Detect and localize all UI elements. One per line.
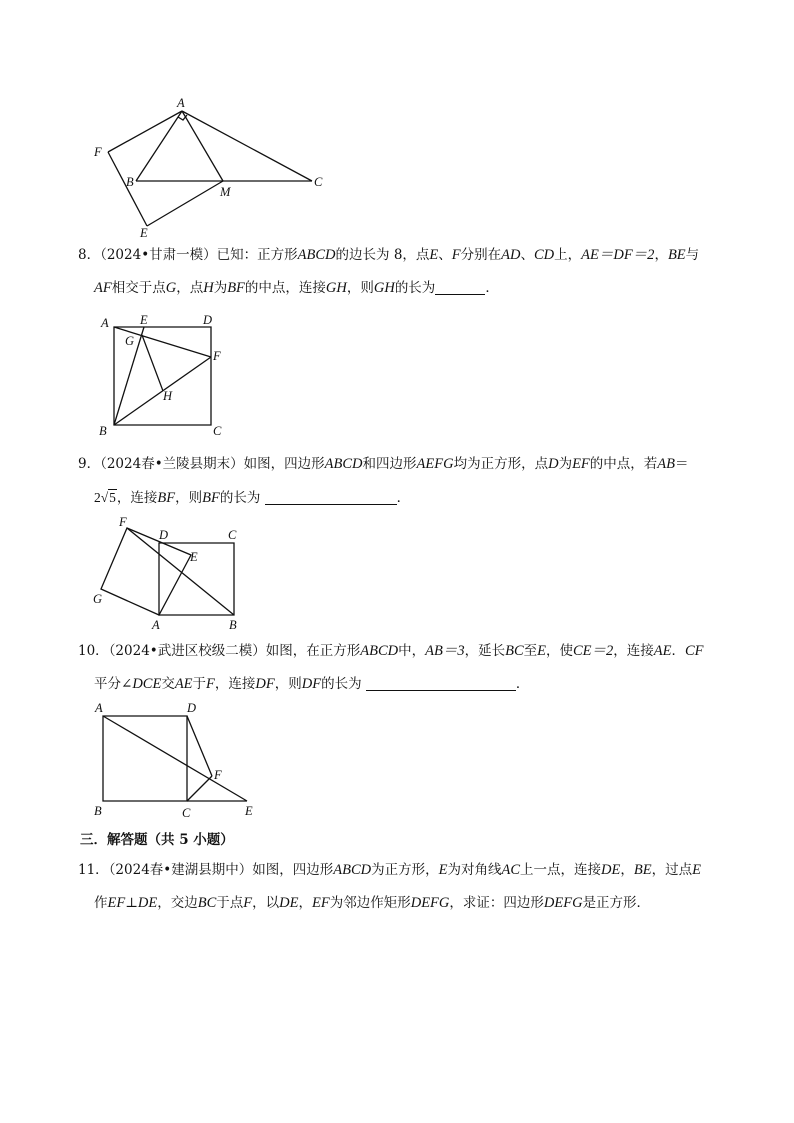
q9-var: BF	[157, 490, 176, 506]
q8-text: 、	[520, 247, 534, 263]
q9-var: AB	[657, 456, 675, 472]
q10-var: AE	[653, 643, 672, 659]
label-B: B	[99, 424, 107, 438]
label-A: A	[95, 701, 103, 715]
q8-var: F	[451, 247, 461, 263]
figure-q7	[90, 92, 340, 232]
q11-var: E	[438, 862, 448, 878]
label-C: C	[213, 424, 222, 438]
segment-DF	[187, 716, 212, 776]
q11-text: ，求证：四边形	[449, 895, 544, 911]
q11-text: 为对角线	[447, 862, 502, 878]
q9-text: 如图，四边形	[243, 456, 325, 472]
q8-var: AE＝DF＝2	[581, 247, 655, 263]
q8-var: AF	[94, 280, 112, 296]
q9-text: 的长为	[219, 490, 261, 506]
q11-var: EF	[107, 895, 126, 911]
segment-FE	[108, 152, 147, 226]
q9-coef: 2	[94, 490, 101, 505]
q11-source: （2024春•建湖县期中）	[108, 862, 253, 878]
q8-number: 8．	[78, 247, 101, 263]
q10-text: 如图，在正方形	[265, 643, 361, 659]
q10-text: 交	[161, 676, 175, 692]
q11-var: EF	[312, 895, 330, 911]
q10-text: ．	[671, 643, 685, 659]
q10-text: ．	[515, 676, 530, 692]
label-C: C	[228, 528, 237, 542]
label-F: F	[94, 145, 102, 159]
q11-var: DEFG	[543, 895, 583, 911]
q11-var: DE	[601, 862, 621, 878]
q8-text: ，则	[346, 280, 374, 296]
q9-source: （2024春•兰陵县期末）	[100, 456, 244, 472]
q8-text: 的中点，连接	[244, 280, 326, 296]
question-9	[78, 448, 728, 515]
q11-text: ，过点	[651, 862, 693, 878]
label-F: F	[213, 349, 221, 363]
question-11	[78, 854, 728, 920]
q8-text: ，点	[176, 280, 204, 296]
label-E: E	[245, 804, 253, 818]
q10-text: ，连接	[214, 676, 256, 692]
q8-text: 、	[438, 247, 452, 263]
q8-answer-blank[interactable]	[435, 280, 485, 295]
label-H: H	[163, 389, 173, 403]
q10-var: DF	[255, 676, 275, 692]
q11-text: 上一点，连接	[520, 862, 602, 878]
q10-var: AB＝3	[425, 643, 465, 659]
q10-text: ，使	[545, 643, 573, 659]
q8-text: 为	[213, 280, 228, 296]
segment-AB	[136, 111, 182, 181]
segment-BF	[127, 528, 234, 615]
q8-var: CD	[533, 247, 555, 263]
q9-var: AEFG	[416, 456, 454, 472]
q8-text: 的边长为 8，点	[335, 247, 430, 263]
q10-text: 的长为	[321, 676, 362, 692]
q11-text: ，	[298, 895, 312, 911]
q8-text: 分别在	[460, 247, 502, 263]
q10-var: E	[537, 643, 546, 659]
q9-var: BF	[202, 490, 220, 506]
q11-text: 作	[94, 895, 108, 911]
q10-var: DF	[301, 676, 322, 692]
q11-text: ，交边	[157, 895, 198, 911]
q8-text: ，	[654, 247, 668, 263]
segment-CF	[187, 776, 212, 801]
q11-text: 是正方形．	[582, 895, 651, 911]
q11-text: 为邻边作矩形	[329, 895, 411, 911]
q9-number: 9．	[78, 456, 101, 472]
q9-radicand: 5	[109, 490, 116, 505]
square-AEFG	[101, 528, 191, 615]
q11-var: AC	[501, 862, 521, 878]
section-3-title: 三．解答题（共 5 小题）	[80, 832, 234, 848]
q11-var: DE	[137, 895, 158, 911]
figure-q8	[96, 312, 236, 442]
q11-var: DEFG	[410, 895, 450, 911]
q8-var: BF	[227, 280, 245, 296]
label-B: B	[126, 175, 134, 189]
segment-AC	[182, 111, 312, 181]
q11-var: BE	[633, 862, 652, 878]
label-C: C	[314, 175, 323, 189]
q8-var: ABCD	[297, 247, 336, 263]
figure-q9	[90, 515, 250, 635]
q8-var: G	[165, 280, 177, 296]
q8-var: H	[203, 280, 214, 296]
segment-AE	[103, 716, 247, 801]
q8-source: （2024•甘肃一模）	[100, 247, 217, 263]
q9-text: ，连接	[116, 490, 158, 506]
label-C: C	[182, 806, 191, 820]
q11-text: 于点	[216, 895, 244, 911]
q9-text: 为	[558, 456, 573, 472]
q11-var: DE	[279, 895, 299, 911]
q10-source: （2024•武进区校级二模）	[108, 643, 266, 659]
q10-var: BC	[505, 643, 524, 659]
label-D: D	[203, 313, 213, 327]
q8-text: 的长为	[394, 280, 436, 296]
q9-text: 均为正方形，点	[453, 456, 549, 472]
question-8	[78, 239, 728, 305]
q8-var: BE	[667, 247, 686, 263]
q10-number: 10．	[78, 643, 109, 659]
label-M: M	[220, 185, 231, 199]
q10-answer-blank[interactable]	[366, 676, 516, 691]
label-G: G	[125, 334, 135, 348]
segment-EM	[147, 181, 223, 226]
label-A: A	[177, 96, 185, 110]
q10-text: ，连接	[613, 643, 654, 659]
q10-text: 中，	[398, 643, 426, 659]
q11-var: BC	[197, 895, 217, 911]
q10-text: 于	[192, 676, 207, 692]
q8-var: GH	[325, 280, 347, 296]
segment-AF	[108, 111, 182, 152]
q9-answer-blank[interactable]	[265, 490, 397, 505]
q8-text: 已知：正方形	[216, 247, 298, 263]
label-F: F	[119, 515, 127, 529]
q8-var: AD	[501, 247, 521, 263]
label-B: B	[94, 804, 102, 818]
q10-var: ABCD	[360, 643, 399, 659]
q10-text: ，则	[274, 676, 302, 692]
q10-text: 至	[523, 643, 538, 659]
q9-text: 的中点，若	[589, 456, 658, 472]
label-E-visible: E	[140, 226, 148, 240]
q10-var: DCE	[132, 676, 162, 692]
q9-var: EF	[572, 456, 590, 472]
label-A: A	[152, 618, 160, 632]
q9-text: ，则	[175, 490, 203, 506]
label-D: D	[187, 701, 197, 715]
q9-var: D	[548, 456, 559, 472]
q8-var: E	[429, 247, 439, 263]
label-G: G	[93, 592, 103, 606]
label-B: B	[229, 618, 237, 632]
q11-var: F	[243, 895, 253, 911]
q11-text: ，	[620, 862, 634, 878]
q9-var: ABCD	[324, 456, 363, 472]
q8-text: ．	[485, 280, 499, 296]
label-E: E	[190, 550, 198, 564]
q9-sqrt-value: 2√5	[94, 490, 116, 505]
q8-text: 相交于点	[111, 280, 166, 296]
q9-text: 和四边形	[362, 456, 417, 472]
question-10	[78, 635, 728, 701]
q9-text: ．	[396, 490, 411, 506]
label-E: E	[140, 313, 148, 327]
q10-var: CE＝2	[572, 643, 614, 659]
q11-text: 如图，四边形	[252, 862, 334, 878]
segment-GH	[142, 335, 163, 391]
q11-var: E	[692, 862, 701, 878]
figure-q10	[90, 698, 270, 822]
q10-text: ，延长	[464, 643, 506, 659]
q11-text: ，以	[252, 895, 280, 911]
q8-text: 与	[685, 247, 700, 263]
q10-var: AE	[174, 676, 193, 692]
q8-var: GH	[373, 280, 395, 296]
q11-var: ABCD	[333, 862, 372, 878]
q10-var: CF	[684, 643, 704, 659]
q11-text: ⊥	[125, 895, 138, 911]
label-F: F	[214, 768, 222, 782]
label-A: A	[101, 316, 109, 330]
q10-var: F	[206, 676, 215, 692]
q10-text: 平分∠	[94, 676, 133, 692]
q8-text: 上，	[554, 247, 582, 263]
label-D: D	[159, 528, 169, 542]
q9-text: ＝	[675, 456, 689, 472]
q11-number: 11．	[78, 862, 109, 878]
q11-text: 为正方形，	[371, 862, 439, 878]
